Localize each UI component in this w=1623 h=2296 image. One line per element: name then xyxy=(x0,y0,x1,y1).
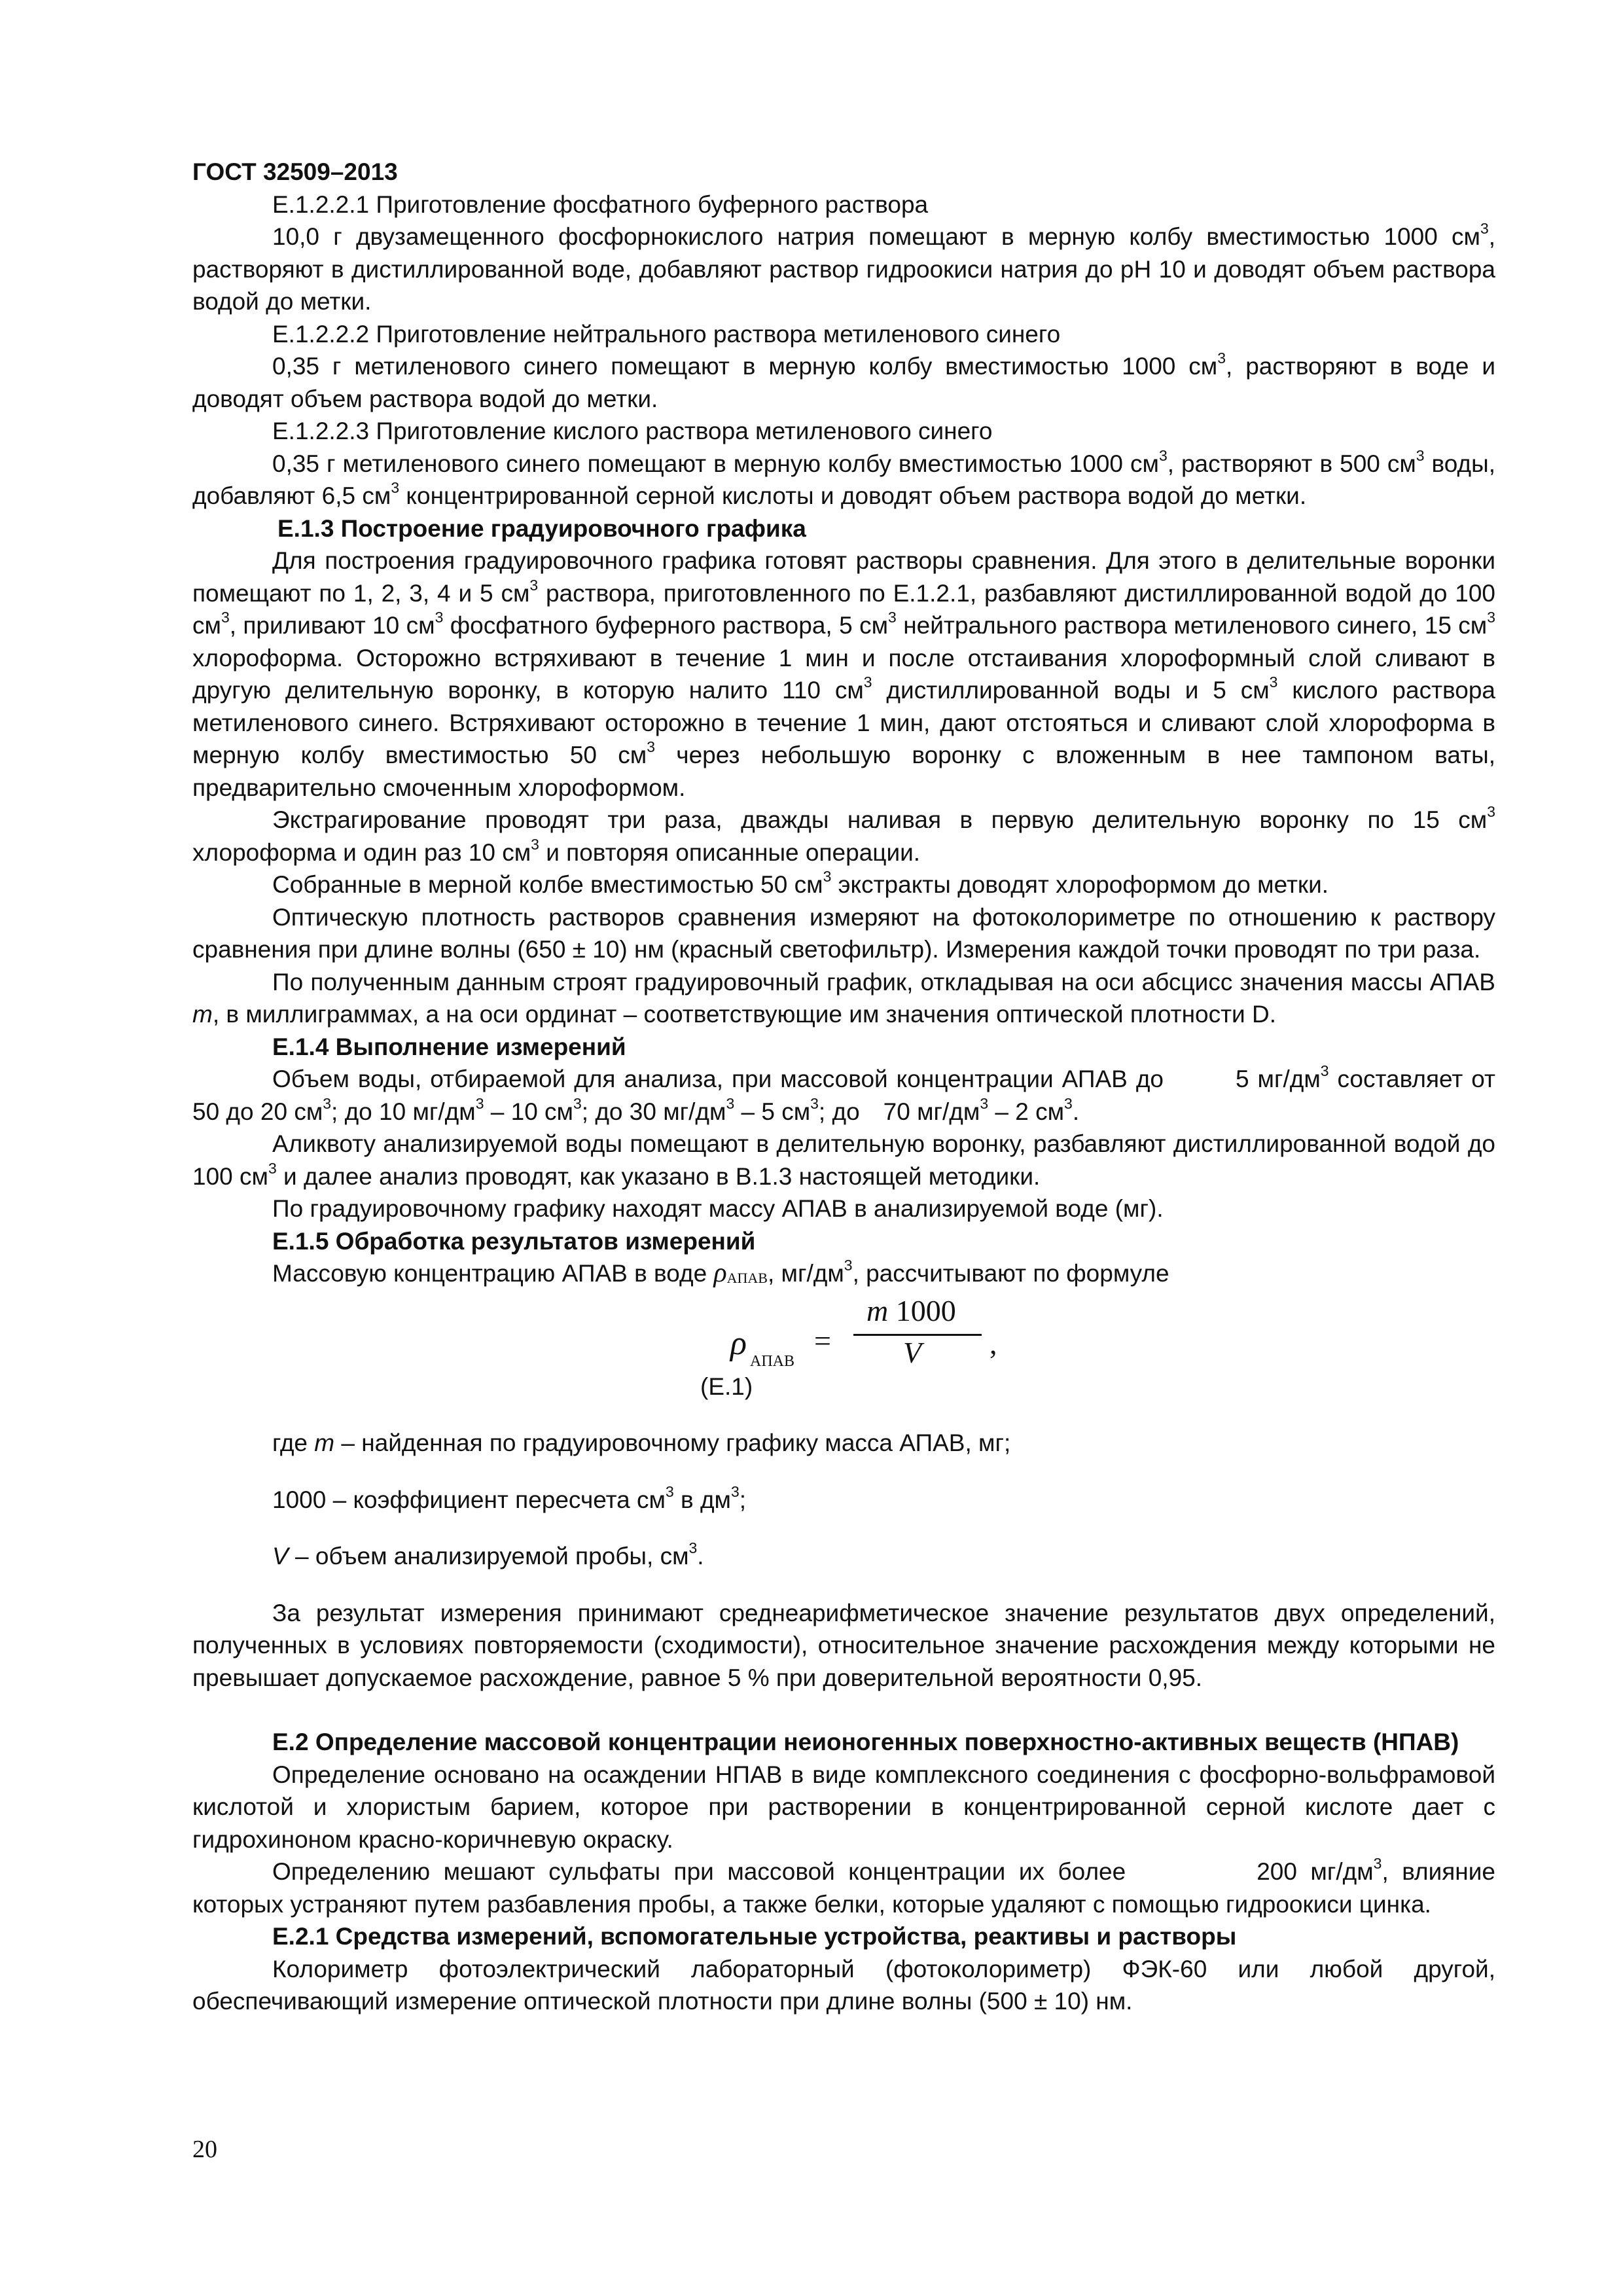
formula-numerator: m 1000 xyxy=(866,1293,956,1327)
formula-comma: , xyxy=(990,1326,997,1360)
paragraph: За результат измерения принимают среднеарифметическое значение результатов двух определений, полученных в условиях повторяемости (сходимости), относительное значение расхождения между которыми не превышает допускаемое расхождение, равное 5 % при доверительной вероятности 0,95. xyxy=(192,1599,1495,1691)
section-heading-e21: Е.2.1 Средства измерений, вспомогательные устройства, реактивы и растворы xyxy=(272,1923,1237,1950)
paragraph: Определению мешают сульфаты при массовой концентрации их более 200 $мг/дм^3$, влияние которых устраняют путем разбавления пробы, а также белки, которые удаляют с помощью гидроокиси цинка. xyxy=(192,1854,1495,1918)
page-content xyxy=(192,156,1495,2018)
formula-rho: ρ xyxy=(730,1324,747,1362)
paragraph: 10,0 г двузамещенного фосфорнокислого натрия помещают в мерную колбу вместимостью 1000 $см^3$, растворяют в дистиллированной воде, добавляют раствор гидроокиси натрия до pH 10 и доводят объем раствора водой до метки. xyxy=(192,219,1495,315)
paragraph: Колориметр фотоэлектрический лабораторный (фотоколориметр) ФЭК-60 или любой другой, обеспечивающий измерение оптической плотности при длине волны (500 ± 10) нм. xyxy=(192,1955,1495,2015)
paragraph: Для построения градуировочного графика готовят растворы сравнения. Для этого в делительные воронки помещают по 1, 2, 3, 4 и 5 $см^3$ раствора, приготовленного по Е.1.2.1, разбавляют дистиллированной водой до 100 $см^3$, приливают 10 $см^3$ фосфатного буферного раствора, 5 $см^3$ нейтрального раствора метиленового синего, 15 $см^3$ хлороформа. Осторожно встряхивают в течение 1 мин и после отстаивания хлороформный слой сливают в другую делительную воронку, в которую налито 110 $см^3$ дистиллированной воды и 5 $см^3$ кислого раствора метиленового синего. Встряхивают осторожно в течение 1 мин, дают отстояться и сливают слой хлороформа в мерную колбу вместимостью 50 $см^3$ через небольшую воронку с вложенным в нее тампоном ваты, предварительно смоченным хлороформом. xyxy=(192,547,1496,801)
section-heading-e2: Е.2 Определение массовой концентрации неионогенных поверхностно-активных веществ (НПАВ) xyxy=(272,1729,1459,1756)
subsection-title: Е.1.2.2.1 Приготовление фосфатного буферного раствора xyxy=(272,190,929,218)
section-heading-e15: Е.1.5 Обработка результатов измерений xyxy=(272,1227,756,1255)
formula-denominator: V xyxy=(903,1335,922,1369)
where-line: где m – найденная по градуировочному графику масса АПАВ, мг; xyxy=(272,1429,1011,1457)
formula-e1 xyxy=(192,1293,1495,1371)
paragraph: Объем воды, отбираемой для анализа, при массовой концентрации АПАВ до 5 $мг/дм^3$ составляет от 50 до 20 $см^3$; до 10 $мг/дм^3 - 10$ $см^3$; до 30 $мг/дм^3 - 5$ $см^3$; до 70 $мг/дм^3 - 2$ $см^3$. xyxy=(192,1062,1495,1125)
equation-number: (Е.1) xyxy=(700,1372,753,1400)
paragraph: По полученным данным строят градуировочный график, откладывая на оси абсцисс значения массы АПАВ m, в миллиграммах, а на оси ординат – соответствующие им значения оптической плотности D. xyxy=(192,968,1495,1028)
paragraph: 0,35 г метиленового синего помещают в мерную колбу вместимостью 1000 $см^3$, растворяют в воде и доводят объем раствора водой до метки. xyxy=(192,349,1495,412)
document-code: ГОСТ 32509–2013 xyxy=(192,158,398,185)
paragraph: Оптическую плотность растворов сравнения измеряют на фотоколориметре по отношению к раствору сравнения при длине волны (650 ± 10) нм (красный светофильтр). Измерения каждой точки проводят по три раза. xyxy=(192,903,1495,963)
where-line: 1000 – коэффициент пересчета $см^3$ в $дм^3$; xyxy=(272,1482,747,1513)
page-number: 20 xyxy=(192,2136,217,2163)
paragraph: По градуировочному графику находят массу АПАВ в анализируемой воде (мг). xyxy=(272,1195,1164,1222)
paragraph: Собранные в мерной колбе вместимостью 50 $см^3$ экстракты доводят хлороформом до метки. xyxy=(272,867,1329,898)
formula-equals: = xyxy=(814,1323,831,1357)
where-line: V – объем анализируемой пробы, $см^3$. xyxy=(272,1539,704,1570)
paragraph: Определение основано на осаждении НПАВ в виде комплексного соединения с фосфорно-вольфрамовой кислотой и хлористым барием, которое при растворении в концентрированной серной кислоте дает с гидрохиноном красно-коричневую окраску. xyxy=(192,1761,1495,1853)
subsection-title: Е.1.2.2.2 Приготовление нейтрального раствора метиленового синего xyxy=(272,320,1061,348)
paragraph: Массовую концентрацию АПАВ в воде ρАПАВ, $мг/дм^3$, рассчитывают по формуле xyxy=(272,1256,1169,1288)
section-heading-e13: Е.1.3 Построение градуировочного графика xyxy=(277,514,806,542)
subsection-title: Е.1.2.2.3 Приготовление кислого раствора метиленового синего xyxy=(272,418,993,444)
paragraph: Экстрагирование проводят три раза, дважды наливая в первую делительную воронку по 15 $см^3$ хлороформа и один раз 10 $см^3$ и повторяя описанные операции. xyxy=(192,802,1495,866)
paragraph: 0,35 г метиленового синего помещают в мерную колбу вместимостью 1000 $см^3$, растворяют в 500 $см^3$ воды, добавляют 6,5 $см^3$ концентрированной серной кислоты и доводят объем раствора водой до метки. xyxy=(192,446,1496,509)
paragraph: Аликвоту анализируемой воды помещают в делительную воронку, разбавляют дистиллированной водой до 100 $см^3$ и далее анализ проводят, как указано в В.1.3 настоящей методики. xyxy=(192,1130,1495,1190)
formula-rho-subscript: АПАВ xyxy=(750,1352,795,1370)
section-heading-e14: Е.1.4 Выполнение измерений xyxy=(272,1033,626,1060)
